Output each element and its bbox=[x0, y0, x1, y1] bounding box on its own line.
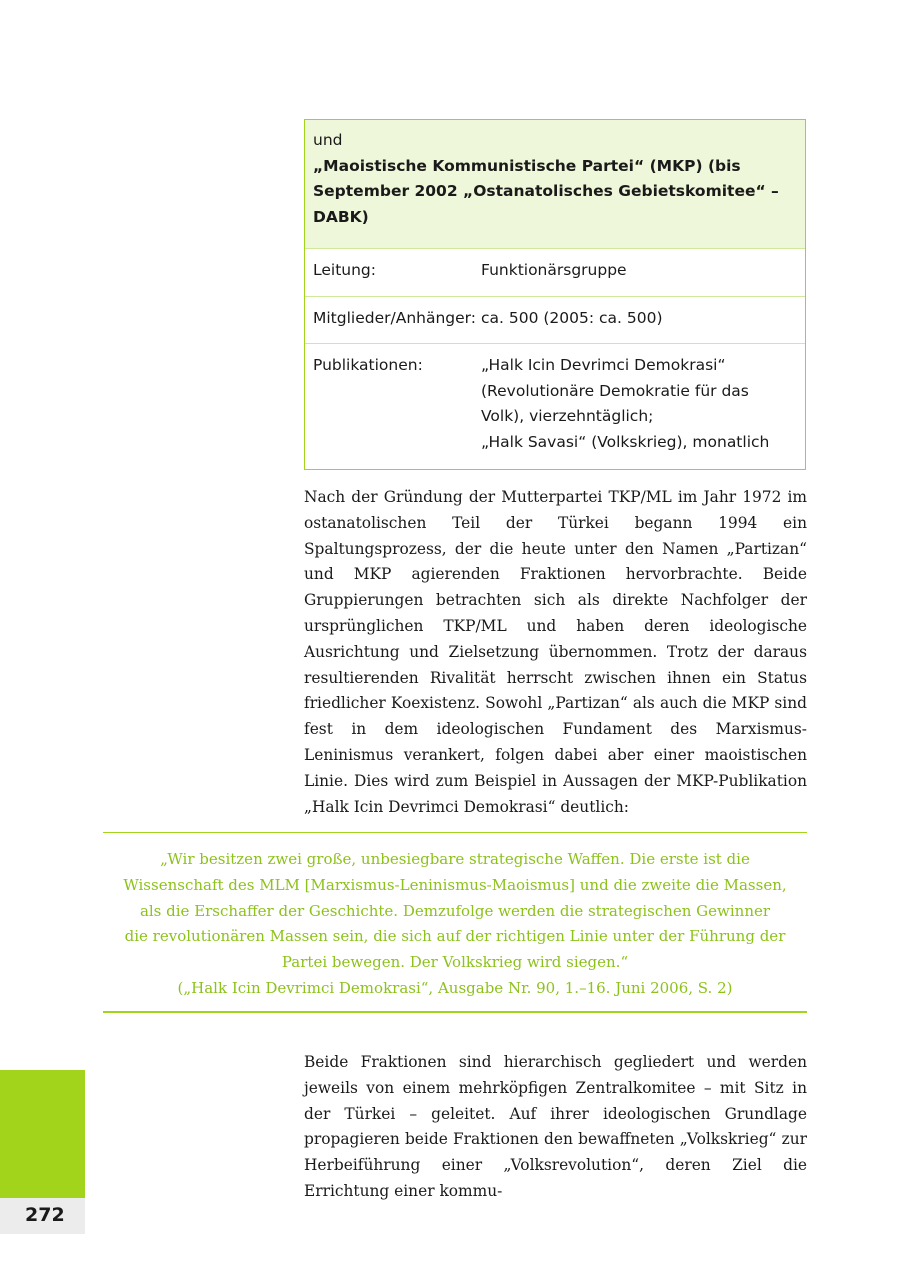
row-value-line: „Halk Savasi“ (Volkskrieg), monatlich bbox=[481, 432, 770, 451]
row-label: Mitglieder/Anhänger: bbox=[313, 308, 476, 327]
page-number: 272 bbox=[25, 1204, 65, 1226]
quote-line: Partei bewegen. Der Volkskrieg wird siegen.“ bbox=[281, 953, 629, 972]
body-paragraph-2: Beide Fraktionen sind hierarchisch gegliedert und werden jeweils von einem mehrköpfigen Zentralkomitee – mit Sitz in der Türkei – geleitet. Auf ihrer ideologischen Grundlage propagieren beide Fraktionen den bewaffneten „Volkskrieg“ zur Herbeiführung einer „Volksrevolution“, deren Ziel die Errichtung einer kommu- bbox=[304, 1053, 807, 1200]
row-value-line: ca. 500 (2005: ca. 500) bbox=[481, 308, 663, 327]
quote-text bbox=[113, 847, 797, 1002]
row-value bbox=[481, 353, 797, 455]
row-value-line: Funktionärsgruppe bbox=[481, 261, 627, 279]
heading-bold-line-1: „Maoistische Kommunistische Partei“ (MKP) (bis bbox=[313, 156, 741, 175]
organization-info-box bbox=[304, 119, 806, 470]
row-label: Publikationen: bbox=[313, 356, 423, 374]
row-label: Leitung: bbox=[313, 261, 376, 279]
quote-source: („Halk Icin Devrimci Demokrasi“, Ausgabe Nr. 90, 1.–16. Juni 2006, S. 2) bbox=[177, 978, 733, 997]
row-value-line: Volk), vierzehntäglich; bbox=[481, 407, 654, 425]
info-box-heading bbox=[305, 120, 805, 249]
quote-line: Wissenschaft des MLM [Marxismus-Leninismus-Maoismus] und die zweite die Massen, bbox=[123, 875, 787, 894]
quote-line: die revolutionären Massen sein, die sich auf der richtigen Linie unter der Führung der bbox=[124, 927, 786, 946]
quote-line: als die Erschaffer der Geschichte. Demzufolge werden die strategischen Gewinner bbox=[139, 901, 771, 920]
row-value-line: (Revolutionäre Demokratie für das bbox=[481, 381, 749, 400]
info-row-leitung bbox=[305, 249, 805, 297]
heading-bold-line-2: September 2002 „Ostanatolisches Gebietskomitee“ – DABK) bbox=[313, 182, 779, 226]
pull-quote bbox=[103, 832, 807, 1013]
info-row-mitglieder bbox=[305, 297, 805, 345]
row-value bbox=[481, 306, 797, 332]
row-value bbox=[481, 258, 797, 284]
accent-side-bar bbox=[0, 1070, 85, 1198]
info-row-publikationen bbox=[305, 344, 805, 469]
body-paragraph-1: Nach der Gründung der Mutterpartei TKP/ML im Jahr 1972 im ostanatolischen Teil der Türkei begann 1994 ein Spaltungsprozess, der die heute unter den Namen „Partizan“ und MKP agierenden Fraktionen hervorbrachte. Beide Gruppierungen betrachten sich als direkte Nachfolger der ursprünglichen TKP/ML und haben deren ideologische Ausrichtung und Zielsetzung übernommen. Trotz der daraus resultierenden Rivalität herrscht zwischen ihnen ein Status friedlicher Koexistenz. Sowohl „Partizan“ als auch die MKP sind fest in dem ideologischen Fundament des Marxismus-Leninismus verankert, folgen dabei aber einer maoistischen Linie. Dies wird zum Beispiel in Aussagen der MKP-Publikation „Halk Icin Devrimci Demokrasi“ deutlich: bbox=[304, 488, 807, 816]
heading-plain: und bbox=[313, 131, 343, 149]
page-number-box bbox=[0, 1198, 85, 1234]
row-value-line: „Halk Icin Devrimci Demokrasi“ bbox=[481, 356, 726, 374]
quote-line: „Wir besitzen zwei große, unbesiegbare strategische Waffen. Die erste ist die bbox=[160, 850, 750, 868]
